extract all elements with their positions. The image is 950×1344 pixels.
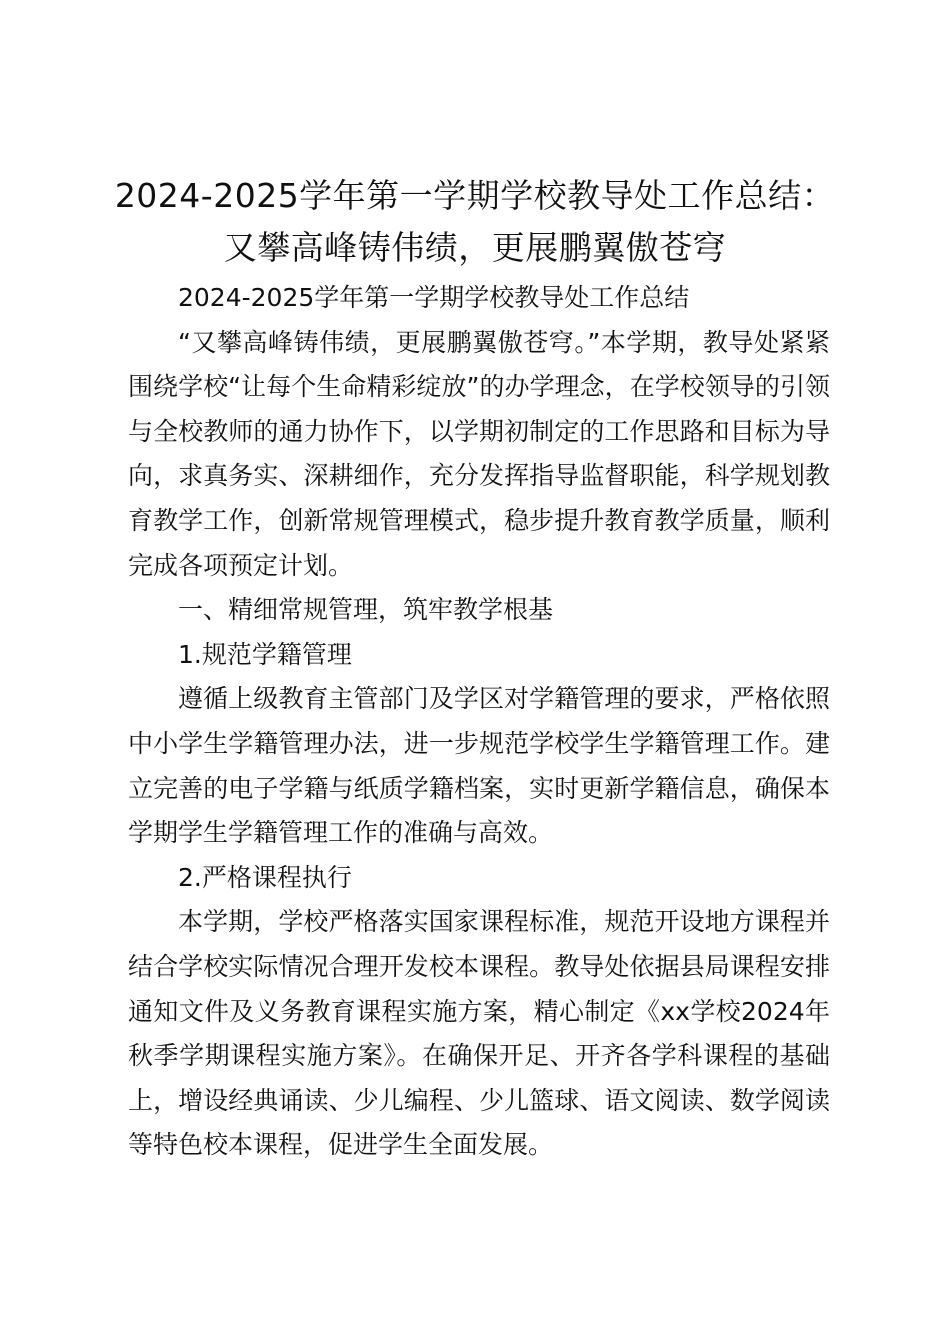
section-heading: 一、精细常规管理，筑牢教学根基 bbox=[178, 595, 554, 625]
body-paragraph-2: 本学期，学校严格落实国家课程标准，规范开设地方课程并结合学校实际情况合理开发校本课程。教导处依据县局课程安排通知文件及义务教育课程实施方案，精心制定《xx学校2024年秋季学期课程实施方案》。在确保开足、开齐各学科课程的基础上，增设经典诵读、少儿编程、少儿篮球、语文阅读、数学阅读等特色校本课程，促进学生全面发展。 bbox=[128, 907, 830, 1160]
intro-paragraph: “又攀高峰铸伟绩，更展鹏翼傲苍穹。”本学期，教导处紧紧围绕学校“让每个生命精彩绽放”的办学理念，在学校领导的引领与全校教师的通力协作下，以学期初制定的工作思路和目标为导向，求真务实、深耕细作，充分发挥指导监督职能，科学规划教育教学工作，创新常规管理模式，稳步提升教育教学质量，顺利完成各项预定计划。 bbox=[128, 327, 830, 580]
document-title: 2024-2025学年第一学期学校教导处工作总结：又攀高峰铸伟绩，更展鹏翼傲苍穹 bbox=[114, 176, 836, 267]
subtitle-paragraph: 2024-2025学年第一学期学校教导处工作总结 bbox=[178, 283, 690, 312]
document-body bbox=[128, 276, 830, 1168]
subsection-heading-2: 2.严格课程执行 bbox=[178, 862, 352, 892]
subsection-heading-1: 1.规范学籍管理 bbox=[178, 639, 352, 669]
body-paragraph-1: 遵循上级教育主管部门及学区对学籍管理的要求，严格依照中小学生学籍管理办法，进一步规范学校学生学籍管理工作。建立完善的电子学籍与纸质学籍档案，实时更新学籍信息，确保本学期学生学籍管理工作的准确与高效。 bbox=[128, 684, 830, 848]
